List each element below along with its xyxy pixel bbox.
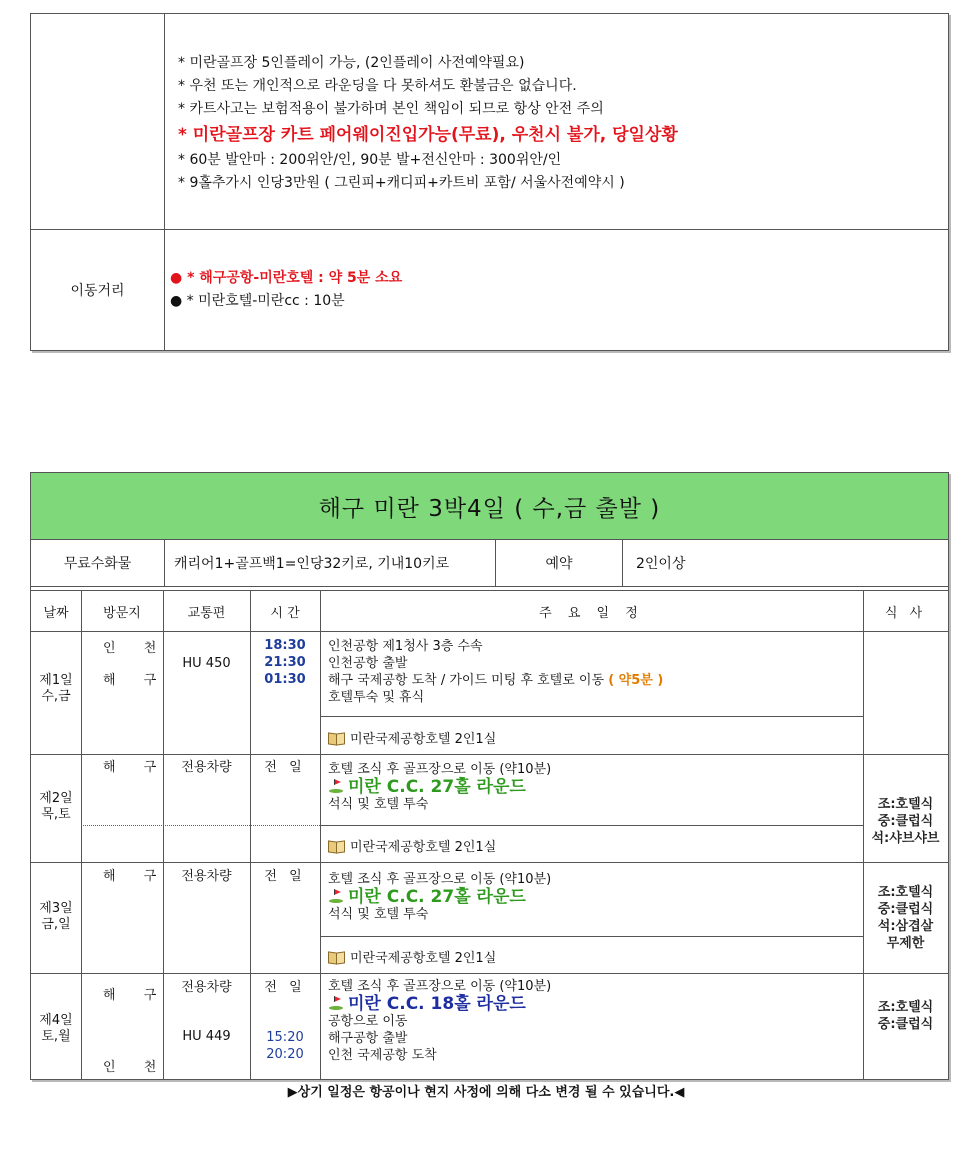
- time: 20:20: [266, 1047, 304, 1062]
- note-line-warning: * 미란골프장 카트 페어웨이진입가능(무료), 우천시 불가, 당일상황: [178, 125, 678, 145]
- schedule-line: 공항으로 이동: [328, 1014, 408, 1029]
- time: 21:30: [264, 655, 306, 670]
- notes-label-cell: [31, 14, 165, 230]
- distance-line-2: [170, 290, 345, 310]
- schedule-line-with-note: [328, 672, 663, 689]
- notes-body: [164, 14, 948, 230]
- distance-label: 이동거리: [31, 229, 165, 350]
- note-line: * 우천 또는 개인적으로 라운딩을 다 못하셔도 환불금은 없습니다.: [178, 78, 577, 94]
- schedule-text: 해구 국제공항 도착 / 가이드 미팅 후 호텔로 이동: [328, 673, 605, 688]
- baggage-value: 캐리어1+골프백1=인당32키로, 기내10키로: [164, 539, 496, 586]
- schedule-line: 호텔 조식 후 골프장으로 이동 (약10분): [328, 872, 552, 887]
- table-header: [31, 590, 948, 632]
- transport: 전용차량: [181, 760, 232, 775]
- time: 15:20: [266, 1030, 304, 1045]
- book-icon: [328, 950, 344, 964]
- schedule: [328, 871, 551, 923]
- distance-text: * 해구공항-미란호텔 : 약 5분 소요: [187, 270, 403, 286]
- time-fullday: 전 일: [264, 760, 306, 775]
- day-weekday: 금,일: [41, 917, 71, 932]
- day-number: 제3일: [39, 901, 73, 916]
- day-label: [31, 901, 81, 933]
- day-number: 제2일: [39, 791, 73, 806]
- note-line: * 9홀추가시 인당3만원 ( 그린피+캐디피+카트비 포함/ 서울사전예약시 ): [178, 175, 625, 191]
- hotel-name: 미란국제공항호텔 2인1실: [350, 951, 497, 966]
- time-fullday: 전 일: [264, 869, 306, 884]
- flight-number: HU 449: [182, 1029, 231, 1044]
- transport: 전용차량: [181, 980, 232, 995]
- day-weekday: 목,토: [41, 807, 71, 822]
- round-line: [328, 888, 551, 906]
- round-line: [328, 995, 551, 1013]
- place: 인 천: [103, 641, 169, 656]
- header-time: 시 간: [270, 605, 300, 621]
- schedule-line: 호텔 조식 후 골프장으로 이동 (약10분): [328, 762, 552, 777]
- header-meal: 식 사: [884, 605, 927, 621]
- itinerary-table: [30, 472, 949, 1080]
- transport: 전용차량: [181, 869, 232, 884]
- header-schedule: 주 요 일 정: [539, 605, 644, 621]
- place: 해 구: [103, 760, 169, 775]
- time: 01:30: [264, 672, 306, 687]
- day-number: 제4일: [39, 1013, 73, 1028]
- meal-list: [863, 796, 948, 847]
- grid-line: [81, 590, 82, 1079]
- day-number: 제1일: [39, 673, 73, 688]
- schedule-line: 석식 및 호텔 투숙: [328, 907, 429, 922]
- time-list: [250, 637, 320, 688]
- place: 해 구: [103, 673, 169, 688]
- note-line: * 카트사고는 보험적용이 불가하며 본인 책임이 되므로 항상 안전 주의: [178, 101, 604, 117]
- notes-table: [30, 13, 949, 351]
- time-list: [250, 1029, 320, 1063]
- schedule-line: 해구공항 출발: [328, 1031, 408, 1046]
- hotel-row: [328, 836, 496, 855]
- meal: 조:호텔식: [877, 797, 934, 812]
- header-place: 방문지: [103, 605, 141, 621]
- hotel-row: [328, 947, 496, 966]
- hotel-divider-dotted: [81, 825, 320, 827]
- day-label: [31, 1013, 81, 1045]
- hotel-name: 미란국제공항호텔 2인1실: [350, 840, 497, 855]
- schedule-line: 호텔투숙 및 휴식: [328, 690, 425, 705]
- hotel-name: 미란국제공항호텔 2인1실: [350, 732, 497, 747]
- row-divider: [31, 973, 948, 974]
- schedule: [328, 978, 551, 1064]
- round-text: 미란 C.C. 27홀 라운드: [348, 887, 526, 907]
- bullet-icon: ●: [170, 293, 183, 309]
- header-day: 날짜: [43, 605, 69, 621]
- flight-number: HU 450: [182, 656, 231, 671]
- hotel-divider: [320, 716, 863, 717]
- meal-list: [863, 999, 948, 1033]
- hotel-row: [328, 728, 496, 747]
- meal: 무제한: [886, 936, 925, 951]
- hotel-divider: [320, 825, 863, 826]
- meal: 중:클럽식: [877, 1017, 934, 1032]
- day-weekday: 수,금: [41, 689, 71, 704]
- day-weekday: 토,월: [41, 1029, 71, 1044]
- distance-body: [164, 229, 948, 350]
- schedule-line: 인천 국제공항 도착: [328, 1048, 437, 1063]
- book-icon: [328, 731, 344, 745]
- place: 해 구: [103, 988, 169, 1003]
- time-fullday: 전 일: [264, 980, 306, 995]
- day-label: [31, 791, 81, 823]
- meal: 중:클럽식: [877, 814, 934, 829]
- row-divider: [31, 754, 948, 755]
- schedule-line: 호텔 조식 후 골프장으로 이동 (약10분): [328, 979, 552, 994]
- reserve-label: 예약: [496, 539, 623, 586]
- meal-list: [863, 884, 948, 952]
- place: 해 구: [103, 869, 169, 884]
- meal: 석:샤브샤브: [871, 831, 940, 846]
- header-transport: 교통편: [187, 605, 226, 621]
- schedule-line: 석식 및 호텔 투숙: [328, 797, 429, 812]
- row-divider: [31, 862, 948, 863]
- round-line: [328, 778, 551, 796]
- meal: 조:호텔식: [877, 1000, 934, 1015]
- distance-text: * 미란호텔-미란cc : 10분: [186, 293, 345, 309]
- golf-icon: [328, 778, 344, 794]
- baggage-label: 무료수화물: [31, 539, 165, 586]
- grid-line: [320, 590, 321, 1079]
- time: 18:30: [264, 638, 306, 653]
- schedule-line: 인천공항 제1청사 3층 수속: [328, 639, 483, 654]
- note-line: * 미란골프장 5인플레이 가능, (2인플레이 사전예약필요): [178, 55, 525, 71]
- day-label: [31, 673, 81, 705]
- reserve-value: 2인이상: [636, 555, 686, 572]
- schedule: [328, 761, 551, 813]
- round-text: 미란 C.C. 27홀 라운드: [348, 777, 526, 797]
- footnote: ▶상기 일정은 항공이나 현지 사정에 의해 다소 변경 될 수 있습니다.◀: [287, 1085, 685, 1100]
- hotel-divider: [320, 936, 863, 937]
- meal: 조:호텔식: [877, 885, 934, 900]
- info-row: [31, 539, 948, 587]
- schedule: [328, 638, 663, 706]
- place: 인 천: [103, 1060, 169, 1075]
- meal: 석:삼겹살: [877, 919, 934, 934]
- round-text: 미란 C.C. 18홀 라운드: [348, 994, 526, 1014]
- meal: 중:클럽식: [877, 902, 934, 917]
- distance-line-1: [170, 267, 402, 287]
- bullet-icon: ●: [170, 270, 183, 286]
- schedule-line: 인천공항 출발: [328, 656, 408, 671]
- note-line: * 60분 발안마 : 200위안/인, 90분 발+전신안마 : 300위안/인: [178, 152, 562, 168]
- schedule-note: ( 약5분 ): [608, 673, 664, 688]
- golf-icon: [328, 888, 344, 904]
- itinerary-title: 해구 미란 3박4일 ( 수,금 출발 ): [31, 473, 948, 540]
- book-icon: [328, 839, 344, 853]
- golf-icon: [328, 995, 344, 1011]
